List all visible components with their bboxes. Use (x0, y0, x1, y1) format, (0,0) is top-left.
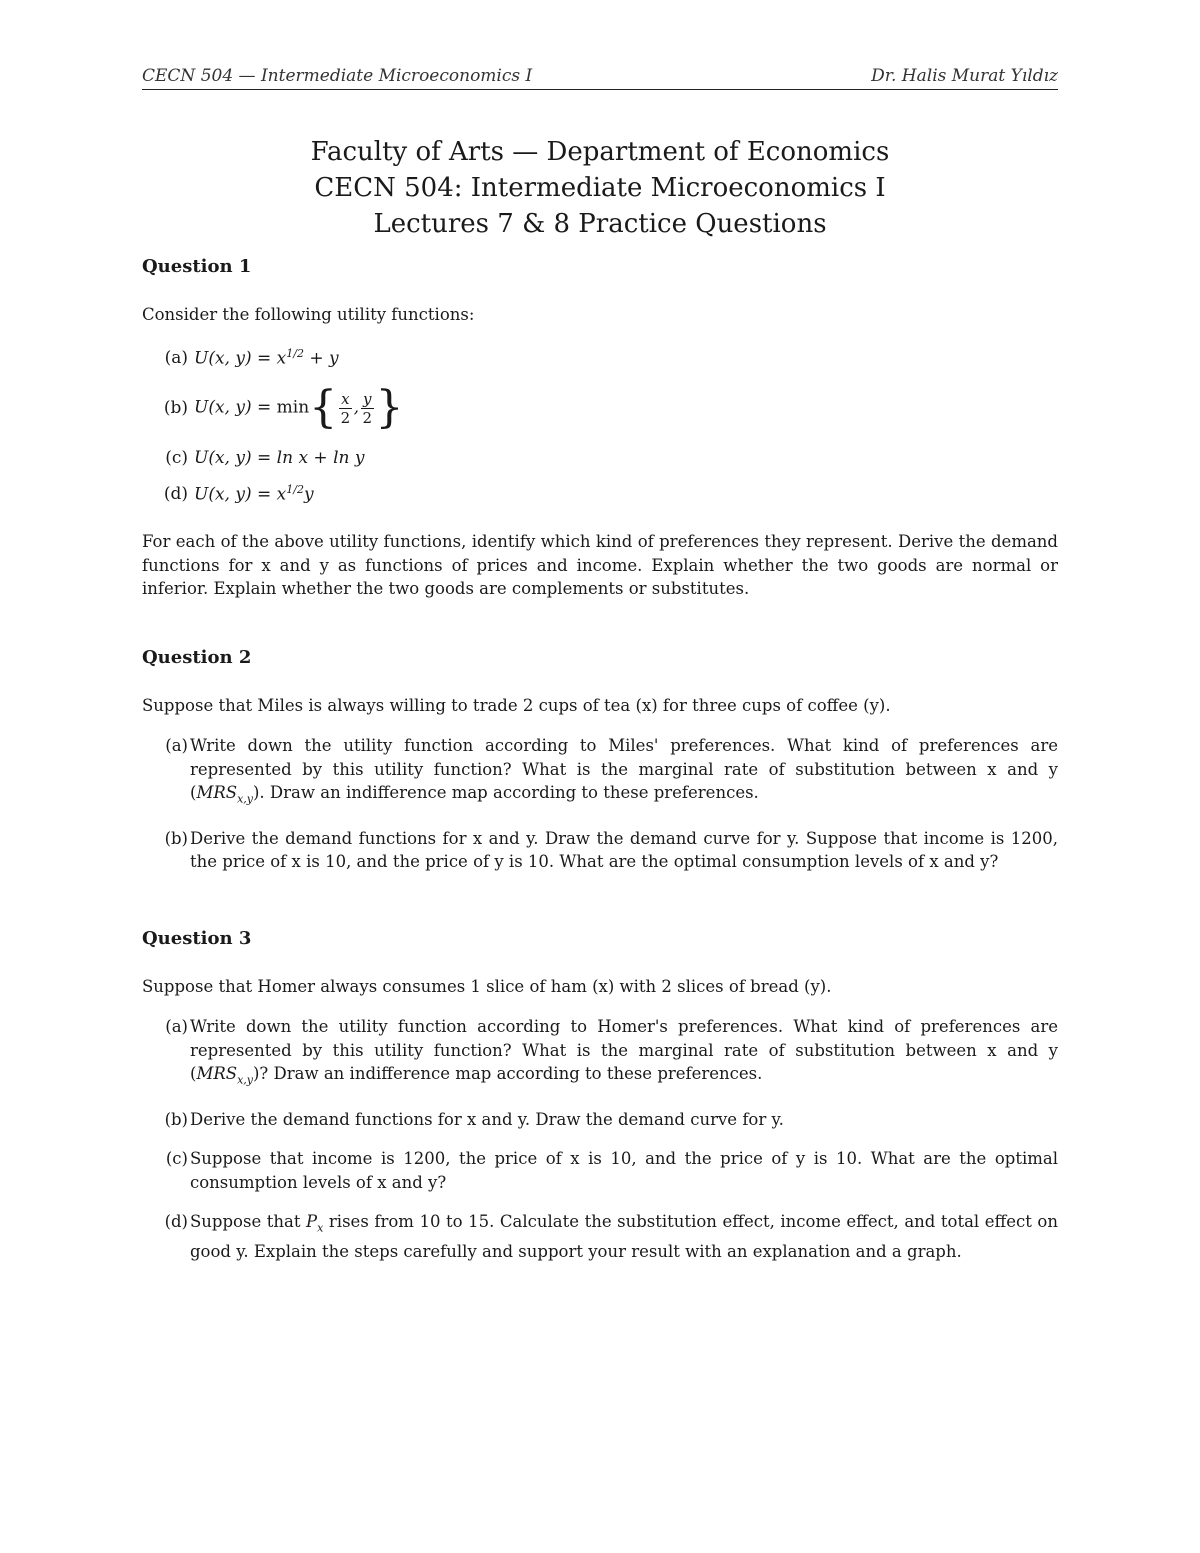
item-text: Write down the utility function according to Miles' preferences. What kind of preferences are represented by this utility function? What is the marginal rate of substitution between x and y $(MRS_{x,y})$. Draw an indifference map according to these preferences. (190, 736, 1058, 806)
question-2-heading: Question 2 (142, 647, 252, 668)
question-1-body: For each of the above utility functions, identify which kind of preferences they represent. Derive the demand functions for x and y as functions of prices and income. Explain whether the two goods are normal or inferior. Explain whether the two goods are complements or substitutes. (142, 532, 1058, 598)
function-a (142, 340, 1058, 376)
function-d (142, 476, 1058, 512)
title-lectures: Lectures 7 & 8 Practice Questions (373, 209, 827, 239)
question-2-items (142, 734, 1058, 890)
item-label: (a) (165, 736, 188, 755)
fn-lhs: U(x, y) = (194, 397, 277, 418)
item-text: Derive the demand functions for x and y. Draw the demand curve for y. Suppose that income is 1200, the price of x is 10, and the price of y is 10. What are the optimal consumption levels of x and y? (190, 828, 1058, 872)
frac-den: 2 (362, 408, 373, 427)
header-instructor: Dr. Halis Murat Yıldız (871, 66, 1058, 86)
item-label: (c) (165, 1149, 188, 1169)
fn-exponent: 1/2 (286, 483, 304, 497)
item-label: (b) (164, 828, 188, 848)
fraction-x-2 (339, 390, 351, 427)
question-3-intro: Suppose that Homer always consumes 1 slice of ham (x) with 2 slices of bread (y). (142, 977, 832, 996)
question-2-intro: Suppose that Miles is always willing to trade 2 cups of tea (x) for three cups of coffee (y). (142, 696, 891, 715)
fn-lhs: U(x, y) = (194, 448, 277, 468)
question-3-heading: Question 3 (142, 928, 252, 949)
question-3-item-c (142, 1147, 1058, 1194)
function-b (142, 376, 1058, 440)
fn-base: x (276, 484, 287, 505)
function-d-expr (194, 483, 314, 505)
function-c (142, 440, 1058, 476)
fn-lhs: U(x, y) = (194, 484, 277, 505)
function-a-expr (194, 347, 339, 369)
fn-rest: y (303, 484, 314, 505)
item-text: Suppose that income is 1200, the price of x is 10, and the price of y is 10. What are the optimal consumption levels of x and y? (190, 1149, 1058, 1192)
item-text: Write down the utility function according to Homer's preferences. What kind of preferences are represented by this utility function? What is the marginal rate of substitution between x and y $(MRS_{x,y})$? Draw an indifference map according to these preferences. (190, 1017, 1058, 1087)
fraction-y-2 (361, 390, 373, 427)
fn-rest: + y (303, 348, 339, 369)
question-3-item-d (142, 1210, 1058, 1263)
question-2-item-a (142, 734, 1058, 811)
question-3-items (142, 1015, 1058, 1280)
fn-lhs: U(x, y) = (194, 348, 277, 369)
running-header (142, 66, 1058, 90)
item-label: (b) (164, 1109, 188, 1129)
fn-min: min (276, 397, 310, 418)
item-label: (a) (165, 1017, 188, 1036)
item-text: Suppose that $P_x$ rises from 10 to 15. Calculate the substitution effect, income effect, and total effect on good y. Explain the steps carefully and support your result with an explanation and a graph. (190, 1212, 1058, 1262)
item-label: (d) (163, 484, 188, 504)
frac-num: y (363, 389, 372, 408)
frac-den: 2 (340, 408, 351, 427)
item-label: (a) (164, 348, 188, 368)
question-2-item-b (142, 827, 1058, 874)
question-1-heading: Question 1 (142, 256, 252, 277)
function-b-expr: U(x, y) = min{ $\frac{x}{2}$ , $\frac{y}{2}$ } (194, 382, 404, 433)
item-label: (c) (165, 448, 188, 468)
fn-base: x (276, 348, 287, 369)
item-label: (d) (164, 1212, 188, 1232)
title-course: CECN 504: Intermediate Microeconomics I (314, 173, 886, 203)
question-1-functions (142, 340, 1058, 512)
item-text: Derive the demand functions for x and y. Draw the demand curve for y. (190, 1109, 784, 1129)
item-label: (b) (163, 398, 188, 418)
question-1-intro: Consider the following utility functions: (142, 305, 475, 324)
frac-num: x (341, 389, 350, 408)
function-c-expr (194, 448, 364, 468)
fn-exponent: 1/2 (286, 347, 304, 361)
fn-expr: ln x + ln y (276, 448, 365, 468)
header-course: CECN 504 — Intermediate Microeconomics I (142, 66, 533, 86)
question-3-item-a (142, 1015, 1058, 1092)
question-3-item-b (142, 1108, 1058, 1132)
title-block (0, 134, 1200, 242)
title-faculty: Faculty of Arts — Department of Economics (310, 137, 890, 167)
